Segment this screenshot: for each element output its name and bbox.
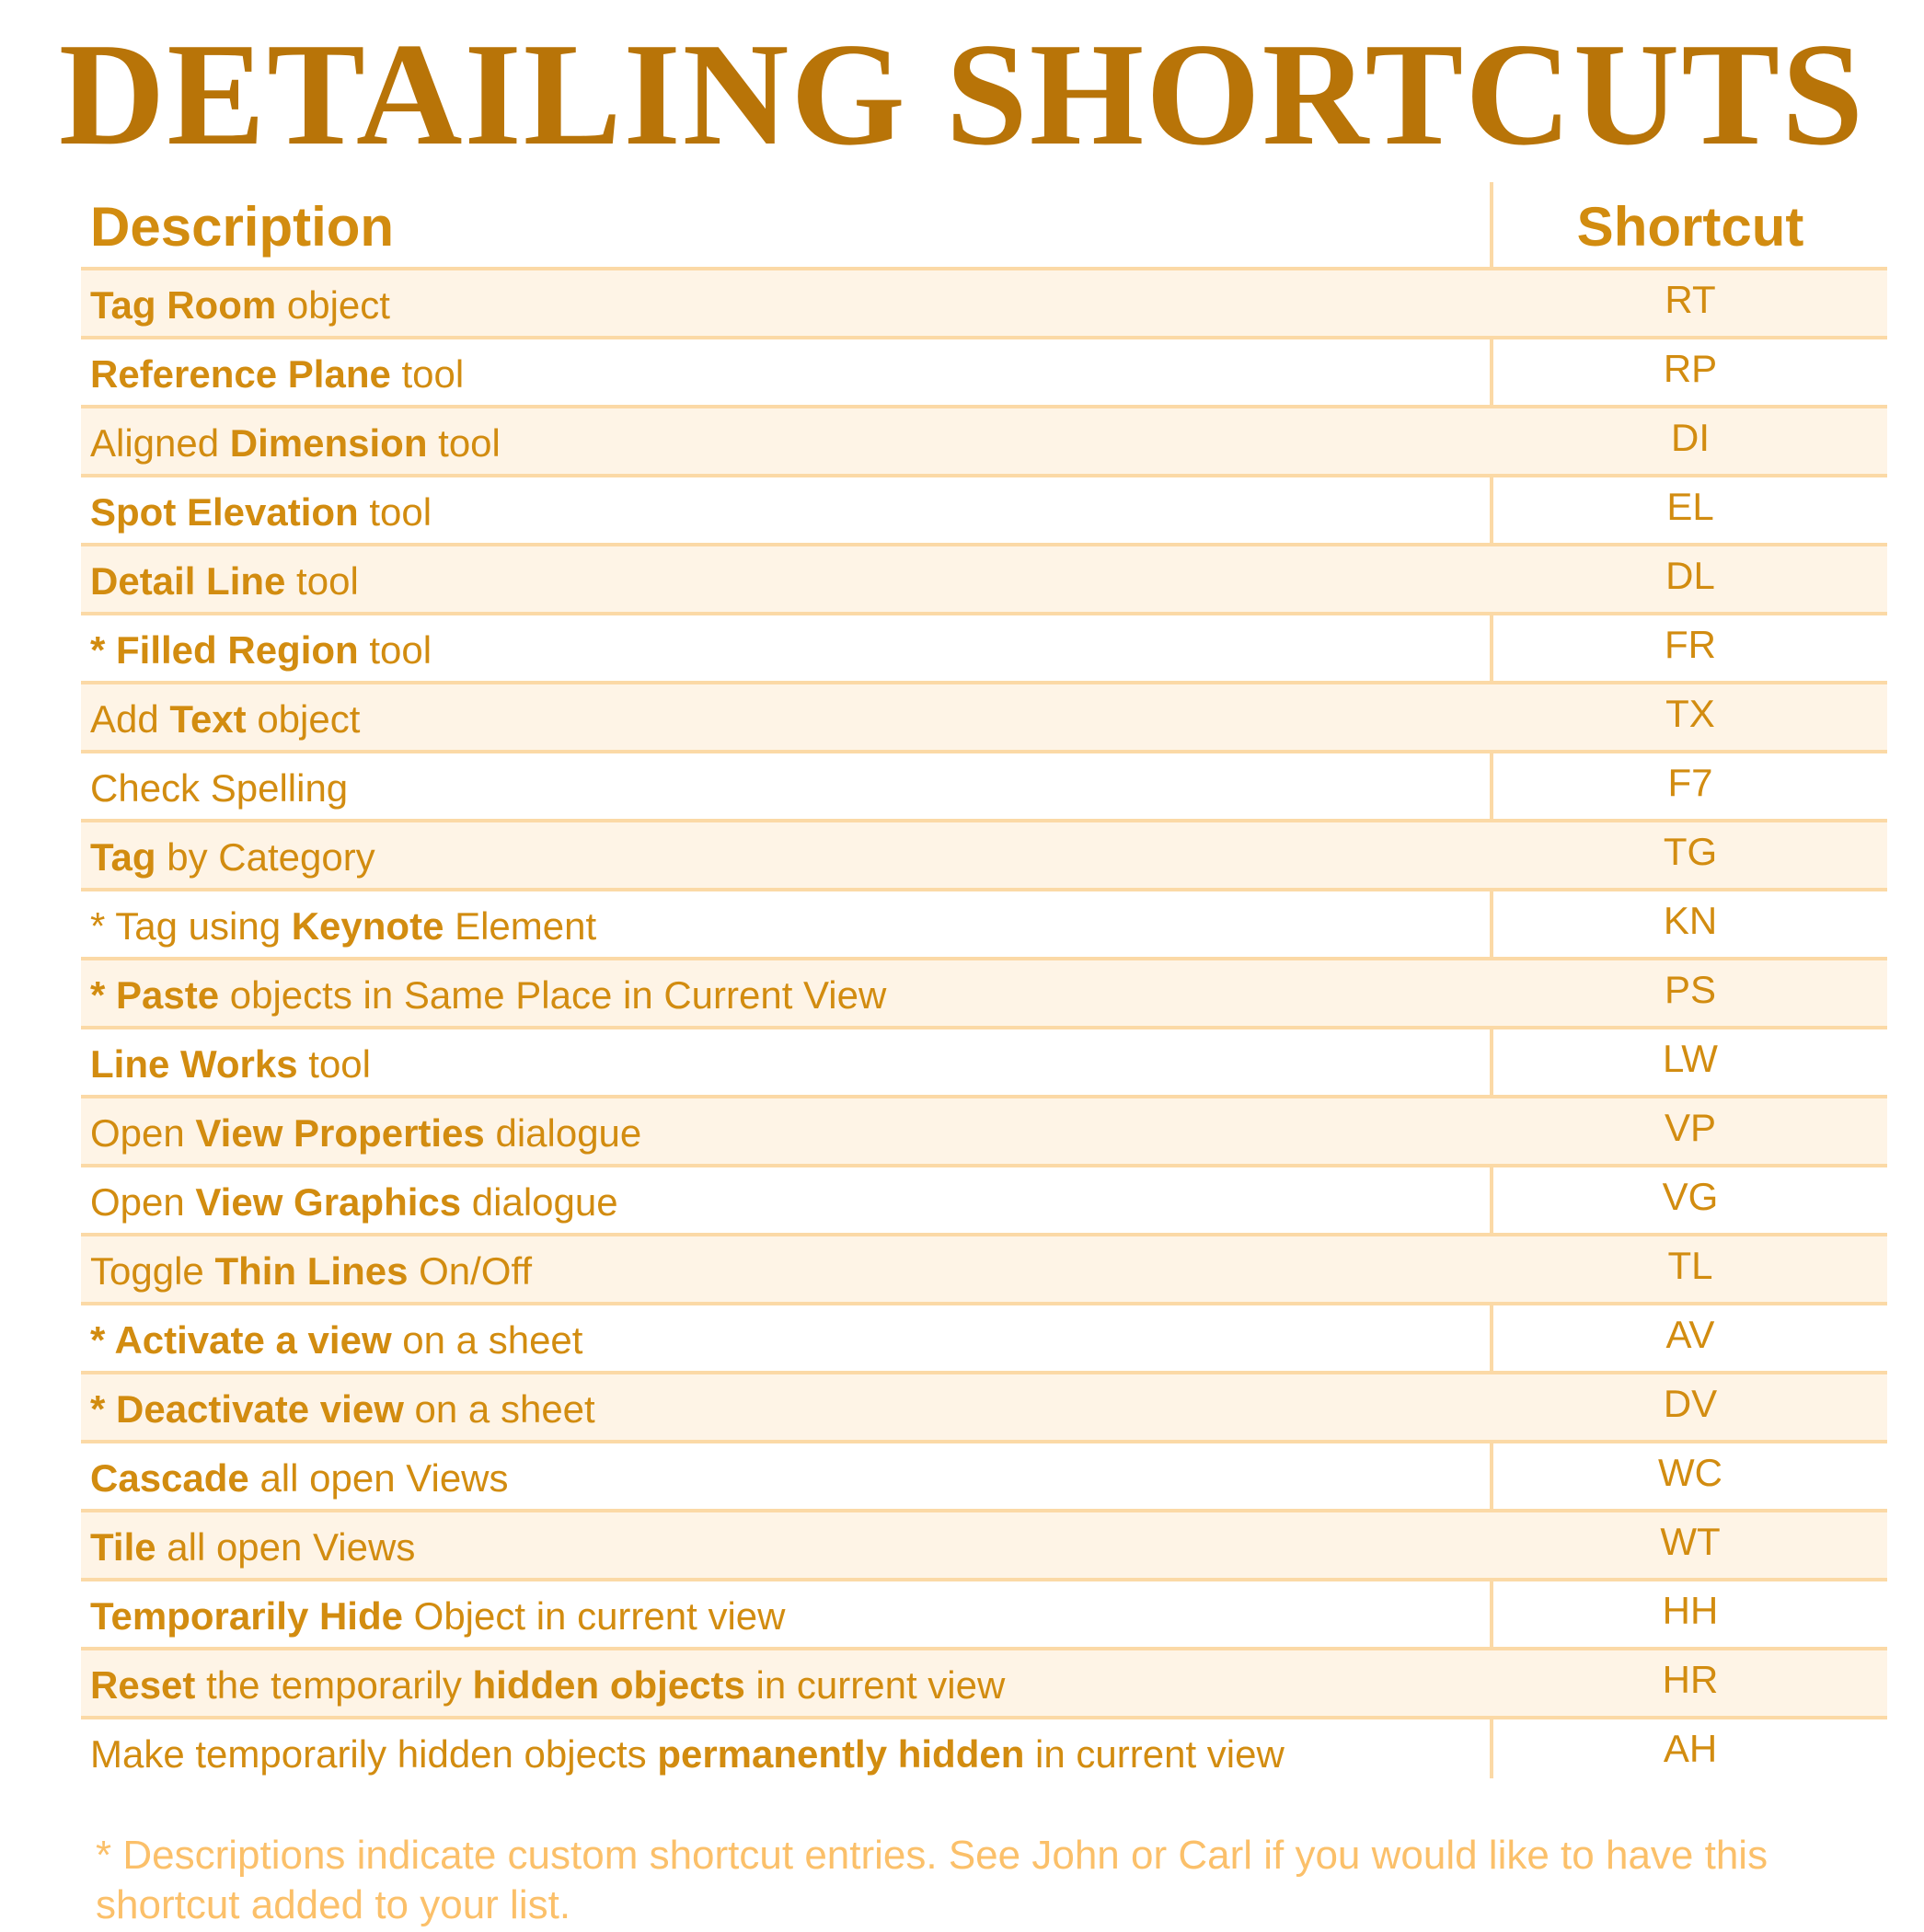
row-description bbox=[90, 1593, 785, 1640]
description-emphasis: Tag bbox=[90, 835, 156, 879]
row-description bbox=[90, 282, 390, 329]
description-text: tool bbox=[390, 352, 465, 396]
description-emphasis: Reset bbox=[90, 1663, 196, 1707]
description-text: tool bbox=[358, 628, 432, 672]
table-row bbox=[81, 750, 1887, 819]
row-description bbox=[90, 1317, 582, 1364]
row-shortcut: RT bbox=[1665, 278, 1716, 321]
description-text: Add bbox=[90, 697, 170, 741]
description-emphasis: Line Works bbox=[90, 1042, 298, 1086]
header-shortcut: Shortcut bbox=[1576, 196, 1804, 258]
description-text: Open bbox=[90, 1111, 196, 1155]
description-emphasis: View Properties bbox=[195, 1111, 485, 1155]
table-row bbox=[81, 1440, 1887, 1509]
description-emphasis: Cascade bbox=[90, 1456, 249, 1500]
table-row bbox=[81, 1578, 1887, 1647]
row-description bbox=[90, 696, 360, 743]
description-emphasis: hidden objects bbox=[472, 1663, 745, 1707]
table-row bbox=[81, 267, 1887, 336]
description-text: on a sheet bbox=[403, 1387, 595, 1431]
row-shortcut: VG bbox=[1662, 1175, 1719, 1218]
description-emphasis: Temporarily Hide bbox=[90, 1594, 403, 1638]
description-emphasis: * Deactivate view bbox=[90, 1387, 404, 1431]
row-shortcut: PS bbox=[1664, 968, 1717, 1011]
row-description bbox=[90, 420, 501, 467]
description-text: Aligned bbox=[90, 421, 230, 465]
description-text: tool bbox=[285, 559, 359, 603]
row-shortcut: EL bbox=[1666, 485, 1714, 528]
row-description bbox=[90, 903, 596, 950]
description-text: Toggle bbox=[90, 1249, 215, 1293]
description-emphasis: Detail Line bbox=[90, 559, 286, 603]
description-text: the temporarily bbox=[195, 1663, 473, 1707]
row-shortcut: HH bbox=[1662, 1589, 1719, 1632]
table-row bbox=[81, 1233, 1887, 1302]
description-text: by Category bbox=[156, 835, 375, 879]
row-shortcut: WC bbox=[1658, 1451, 1722, 1494]
row-shortcut: VP bbox=[1664, 1106, 1717, 1149]
description-emphasis: Thin Lines bbox=[214, 1249, 409, 1293]
table-row bbox=[81, 612, 1887, 681]
description-emphasis: View Graphics bbox=[195, 1180, 462, 1224]
description-text: Make temporarily hidden objects bbox=[90, 1732, 658, 1776]
description-emphasis: Tag Room bbox=[90, 283, 277, 327]
row-shortcut: KN bbox=[1663, 899, 1718, 942]
table-row bbox=[81, 405, 1887, 474]
description-text: in current view bbox=[744, 1663, 1006, 1707]
description-emphasis: Spot Elevation bbox=[90, 490, 359, 534]
row-description bbox=[90, 351, 464, 398]
description-emphasis: permanently hidden bbox=[657, 1732, 1025, 1776]
row-description bbox=[90, 1386, 595, 1433]
table-row bbox=[81, 1302, 1887, 1371]
table-row bbox=[81, 1371, 1887, 1440]
table-row bbox=[81, 336, 1887, 405]
description-text: Object in current view bbox=[402, 1594, 786, 1638]
row-description bbox=[90, 1179, 618, 1226]
row-description bbox=[90, 1524, 415, 1571]
row-description bbox=[90, 558, 359, 605]
table-row bbox=[81, 1716, 1887, 1785]
row-shortcut: TX bbox=[1665, 692, 1715, 735]
row-shortcut: AV bbox=[1665, 1313, 1715, 1356]
row-description bbox=[90, 1731, 1285, 1778]
row-description bbox=[90, 765, 348, 812]
description-emphasis: * Paste bbox=[90, 973, 220, 1017]
description-emphasis: Dimension bbox=[229, 421, 428, 465]
description-text: Check Spelling bbox=[90, 766, 349, 810]
header-description: Description bbox=[90, 196, 395, 258]
row-shortcut: AH bbox=[1663, 1727, 1718, 1770]
description-text: dialogue bbox=[461, 1180, 618, 1224]
row-description bbox=[90, 1455, 509, 1502]
description-emphasis: Tile bbox=[90, 1525, 156, 1569]
table-row bbox=[81, 1026, 1887, 1095]
description-text: tool bbox=[297, 1042, 371, 1086]
row-shortcut: HR bbox=[1662, 1658, 1719, 1701]
description-text: dialogue bbox=[484, 1111, 642, 1155]
row-description bbox=[90, 627, 432, 674]
row-shortcut: DI bbox=[1671, 416, 1710, 459]
row-shortcut: LW bbox=[1663, 1037, 1718, 1080]
description-text: tool bbox=[358, 490, 432, 534]
description-text: in current view bbox=[1024, 1732, 1285, 1776]
row-description bbox=[90, 1662, 1005, 1709]
table-row bbox=[81, 1647, 1887, 1716]
description-emphasis: * Activate a view bbox=[90, 1318, 392, 1362]
row-shortcut: RP bbox=[1663, 347, 1718, 390]
description-emphasis: Reference Plane bbox=[90, 352, 391, 396]
description-text: all open Views bbox=[248, 1456, 509, 1500]
table-row bbox=[81, 1095, 1887, 1164]
row-description bbox=[90, 489, 432, 536]
table-row bbox=[81, 888, 1887, 957]
row-shortcut: DL bbox=[1665, 554, 1715, 597]
row-description bbox=[90, 1110, 641, 1157]
table-row bbox=[81, 474, 1887, 543]
description-text: all open Views bbox=[156, 1525, 416, 1569]
page-title: DETAILING SHORTCUTS bbox=[58, 12, 1866, 176]
row-shortcut: WT bbox=[1660, 1520, 1721, 1563]
row-shortcut: FR bbox=[1665, 623, 1716, 666]
table-header bbox=[81, 182, 1887, 267]
table-row bbox=[81, 681, 1887, 750]
description-text: * Tag using bbox=[90, 904, 292, 948]
row-description bbox=[90, 1248, 532, 1295]
table-row bbox=[81, 1164, 1887, 1233]
row-shortcut: TG bbox=[1663, 830, 1718, 873]
row-shortcut: DV bbox=[1663, 1382, 1718, 1425]
description-text: On/Off bbox=[408, 1249, 533, 1293]
description-text: Element bbox=[444, 904, 597, 948]
row-description bbox=[90, 972, 886, 1019]
table-body bbox=[81, 267, 1887, 1785]
row-description bbox=[90, 1041, 371, 1088]
row-shortcut: F7 bbox=[1667, 761, 1713, 804]
description-emphasis: Keynote bbox=[291, 904, 444, 948]
description-text: tool bbox=[427, 421, 501, 465]
table-row bbox=[81, 819, 1887, 888]
row-shortcut: TL bbox=[1667, 1244, 1713, 1287]
description-emphasis: Text bbox=[169, 697, 247, 741]
footnote: * Descriptions indicate custom shortcut entries. See John or Carl if you would like to have this shortcut added to your list. bbox=[96, 1833, 1768, 1927]
description-text: on a sheet bbox=[391, 1318, 583, 1362]
row-description bbox=[90, 834, 375, 881]
description-emphasis: * Filled Region bbox=[90, 628, 359, 672]
description-text: object bbox=[276, 283, 390, 327]
table-row bbox=[81, 957, 1887, 1026]
shortcut-table bbox=[81, 182, 1887, 1785]
table-row bbox=[81, 543, 1887, 612]
description-text: objects in Same Place in Current View bbox=[219, 973, 887, 1017]
description-text: object bbox=[246, 697, 361, 741]
description-text: Open bbox=[90, 1180, 196, 1224]
table-row bbox=[81, 1509, 1887, 1578]
